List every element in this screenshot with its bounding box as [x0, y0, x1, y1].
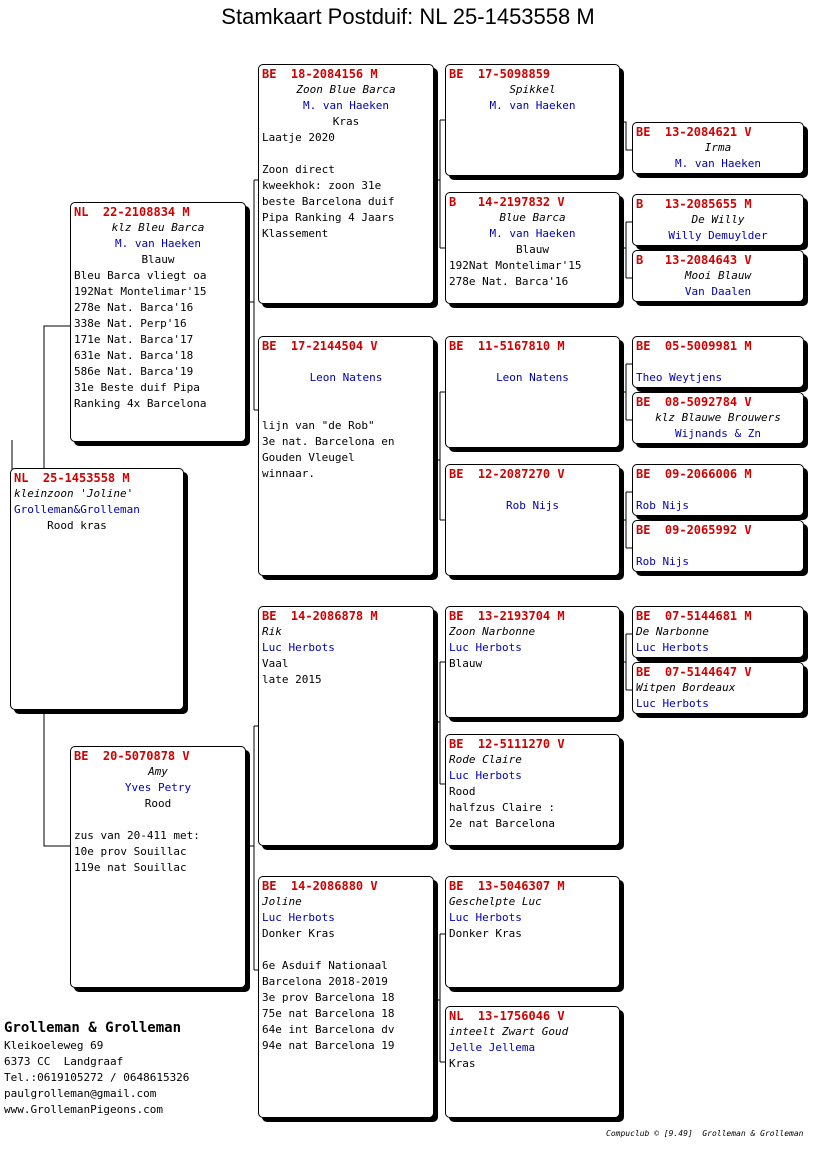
pigeon-name: Witpen Bordeaux: [636, 681, 736, 694]
breeder-name: Luc Herbots: [262, 641, 335, 654]
breeder-name: Rob Nijs: [636, 499, 689, 512]
info-line: Blauw: [515, 243, 550, 256]
info-line: 586e Nat. Barca'19: [74, 365, 194, 378]
ring-number: BE 13-2084621 V: [636, 125, 752, 139]
pedigree-card-sdss: [632, 336, 804, 388]
ring-number: BE 11-5167810 M: [449, 339, 565, 353]
pedigree-card-ss: [258, 64, 434, 304]
breeder-postcode: 6373 CC Landgraaf: [4, 1055, 124, 1068]
breeder-name: Luc Herbots: [636, 697, 709, 710]
info-line: 338e Nat. Perp'16: [74, 317, 187, 330]
info-line: 278e Nat. Barca'16: [449, 275, 569, 288]
pedigree-card-sd: [258, 336, 434, 576]
ring-number: NL 25-1453558 M: [14, 471, 130, 485]
info-line: [636, 538, 800, 554]
info-line: Laatje 2020: [262, 131, 335, 144]
pedigree-card-ddd: [445, 1006, 620, 1118]
pigeon-name: Blue Barca: [499, 211, 566, 224]
ring-number: BE 20-5070878 V: [74, 749, 190, 763]
pedigree-card-subject: [10, 468, 184, 710]
pigeon-name: Spikkel: [509, 83, 556, 96]
breeder-name: Leon Natens: [496, 371, 569, 384]
pedigree-card-sssd: [632, 122, 804, 174]
info-line: Bleu Barca vliegt oa: [74, 269, 207, 282]
ring-number: BE 14-2086880 V: [262, 879, 378, 893]
pigeon-name: Amy: [148, 765, 168, 778]
info-line: [262, 402, 430, 418]
info-line: 192Nat Montelimar'15: [74, 285, 207, 298]
pedigree-card-sdd: [445, 464, 620, 576]
pigeon-name: Zoon Blue Barca: [296, 83, 396, 96]
info-line: 631e Nat. Barca'18: [74, 349, 194, 362]
info-line: Klassement: [262, 227, 329, 240]
pigeon-name: Rode Claire: [449, 753, 522, 766]
pigeon-name: klz Bleu Barca: [111, 221, 205, 234]
pedigree-card-dd: [258, 876, 434, 1118]
ring-number: BE 12-5111270 V: [449, 737, 565, 751]
breeder-name: Grolleman&Grolleman: [14, 503, 140, 516]
breeder-name: Rob Nijs: [636, 555, 689, 568]
ring-number: BE 18-2084156 M: [262, 67, 378, 81]
info-line: [262, 942, 430, 958]
breeder-name: Luc Herbots: [449, 911, 522, 924]
pigeon-name: De Willy: [691, 213, 745, 226]
pedigree-card-sds: [445, 336, 620, 448]
info-line: Barcelona 2018-2019: [262, 975, 388, 988]
info-line: 94e nat Barcelona 19: [262, 1039, 395, 1052]
page-title: Stamkaart Postduif: NL 25-1453558 M: [221, 4, 595, 29]
info-line: Rood: [144, 797, 172, 810]
breeder-name: Luc Herbots: [262, 911, 335, 924]
ring-number: BE 08-5092784 V: [636, 395, 752, 409]
info-line: 192Nat Montelimar'15: [449, 259, 582, 272]
ring-number: BE 14-2086878 M: [262, 609, 378, 623]
info-line: 278e Nat. Barca'16: [74, 301, 194, 314]
info-line: 3e nat. Barcelona en: [262, 435, 395, 448]
breeder-address: Kleikoeleweg 69: [4, 1039, 104, 1052]
ring-number: BE 17-5098859: [449, 67, 551, 81]
breeder-name: Luc Herbots: [449, 769, 522, 782]
pedigree-card-ssdd: [632, 250, 804, 302]
info-line: [636, 482, 800, 498]
info-line: zus van 20-411 met:: [74, 829, 200, 842]
info-line: Pipa Ranking 4 Jaars: [262, 211, 395, 224]
breeder-name: Luc Herbots: [449, 641, 522, 654]
info-line: 119e nat Souillac: [74, 861, 187, 874]
info-line: beste Barcelona duif: [262, 195, 395, 208]
breeder-name: M. van Haeken: [114, 237, 202, 250]
info-line: [449, 354, 616, 370]
pedigree-card-sddd: [632, 520, 804, 572]
info-line: lijn van "de Rob": [262, 419, 375, 432]
ring-number: BE 13-2193704 M: [449, 609, 565, 623]
breeder-email: paulgrolleman@gmail.com: [4, 1087, 157, 1100]
info-line: halfzus Claire :: [449, 801, 555, 814]
breeder-name: M. van Haeken: [489, 227, 576, 240]
info-line: 3e prov Barcelona 18: [262, 991, 395, 1004]
pedigree-card-dssd: [632, 662, 804, 714]
breeder-phone: Tel.:0619105272 / 0648615326: [4, 1071, 190, 1084]
pedigree-card-ds: [258, 606, 434, 846]
pigeon-name: Mooi Blauw: [684, 269, 752, 282]
ring-number: NL 22-2108834 M: [74, 205, 190, 219]
pedigree-card-sdsd: [632, 392, 804, 444]
info-line: [262, 354, 430, 370]
pedigree-card-dds: [445, 876, 620, 988]
pigeon-name: kleinzoon 'Joline': [14, 487, 134, 500]
info-line: kweekhok: zoon 31e: [262, 179, 382, 192]
info-line: late 2015: [262, 673, 322, 686]
info-line: Rood: [449, 785, 476, 798]
breeder-name: M. van Haeken: [302, 99, 390, 112]
info-line: 31e Beste duif Pipa: [74, 381, 200, 394]
info-line: Kras: [449, 1057, 476, 1070]
info-line: 10e prov Souillac: [74, 845, 187, 858]
info-line: Kras: [332, 115, 360, 128]
breeder-name: Jelle Jellema: [449, 1041, 536, 1054]
ring-number: B 13-2084643 V: [636, 253, 752, 267]
pedigree-card-ssds: [632, 194, 804, 246]
info-line: 2e nat Barcelona: [449, 817, 555, 830]
ring-number: BE 07-5144681 M: [636, 609, 752, 623]
pedigree-card-sdds: [632, 464, 804, 516]
info-line: Donker Kras: [449, 927, 522, 940]
info-line: 6e Asduif Nationaal: [262, 959, 388, 972]
info-line: [636, 354, 800, 370]
info-line: [449, 482, 616, 498]
pigeon-name: Zoon Narbonne: [449, 625, 536, 638]
ring-number: BE 07-5144647 V: [636, 665, 752, 679]
pigeon-name: Rik: [262, 625, 282, 638]
info-line: [74, 812, 242, 828]
breeder-name: Yves Petry: [124, 781, 192, 794]
breeder-name: Grolleman & Grolleman: [4, 1020, 182, 1036]
breeder-name: Leon Natens: [309, 371, 383, 384]
pedigree-card-dam: [70, 746, 246, 988]
breeder-name: Luc Herbots: [636, 641, 709, 654]
breeder-name: Theo Weytjens: [636, 371, 723, 384]
info-line: 171e Nat. Barca'17: [74, 333, 194, 346]
ring-number: BE 13-5046307 M: [449, 879, 565, 893]
breeder-name: M. van Haeken: [674, 157, 762, 170]
info-line: Vaal: [262, 657, 289, 670]
breeder-name: M. van Haeken: [489, 99, 576, 112]
ring-number: BE 09-2065992 V: [636, 523, 752, 537]
ring-number: BE 17-2144504 V: [262, 339, 378, 353]
pedigree-card-dss: [445, 606, 620, 718]
info-line: [262, 386, 430, 402]
ring-number: BE 09-2066006 M: [636, 467, 752, 481]
info-line: Ranking 4x Barcelona: [74, 397, 207, 410]
ring-number: BE 12-2087270 V: [449, 467, 565, 481]
pedigree-card-dsss: [632, 606, 804, 658]
breeder-name: Willy Demuylder: [668, 229, 768, 242]
pedigree-card-sire: [70, 202, 246, 442]
ring-number: B 14-2197832 V: [449, 195, 565, 209]
pigeon-name: Irma: [704, 141, 732, 154]
info-line: Donker Kras: [262, 927, 335, 940]
software-credit: Compuclub © [9.49] Grolleman & Grolleman: [606, 1129, 804, 1138]
info-line: Gouden Vleugel: [262, 451, 355, 464]
breeder-info: [4, 1018, 189, 1118]
pigeon-name: De Narbonne: [636, 625, 709, 638]
pedigree-card-dsd: [445, 734, 620, 846]
ring-number: NL 13-1756046 V: [449, 1009, 565, 1023]
pigeon-name: Joline: [262, 895, 302, 908]
ring-number: BE 05-5009981 M: [636, 339, 752, 353]
breeder-name: Van Daalen: [684, 285, 752, 298]
info-line: [262, 146, 430, 162]
info-line: Blauw: [141, 253, 175, 266]
info-line: 75e nat Barcelona 18: [262, 1007, 395, 1020]
breeder-name: Rob Nijs: [506, 499, 559, 512]
breeder-name: Wijnands & Zn: [674, 427, 762, 440]
info-line: 64e int Barcelona dv: [262, 1023, 395, 1036]
pedigree-card-ssd: [445, 192, 620, 304]
pedigree-card-sss: [445, 64, 620, 176]
info-line: winnaar.: [262, 467, 315, 480]
info-line: Rood kras: [14, 519, 107, 532]
pigeon-name: inteelt Zwart Goud: [449, 1025, 569, 1038]
info-line: Blauw: [449, 657, 483, 670]
pigeon-name: klz Blauwe Brouwers: [655, 411, 781, 424]
ring-number: B 13-2085655 M: [636, 197, 752, 211]
pigeon-name: Geschelpte Luc: [449, 895, 542, 908]
breeder-website: www.GrollemanPigeons.com: [4, 1103, 163, 1116]
info-line: Zoon direct: [262, 163, 335, 176]
